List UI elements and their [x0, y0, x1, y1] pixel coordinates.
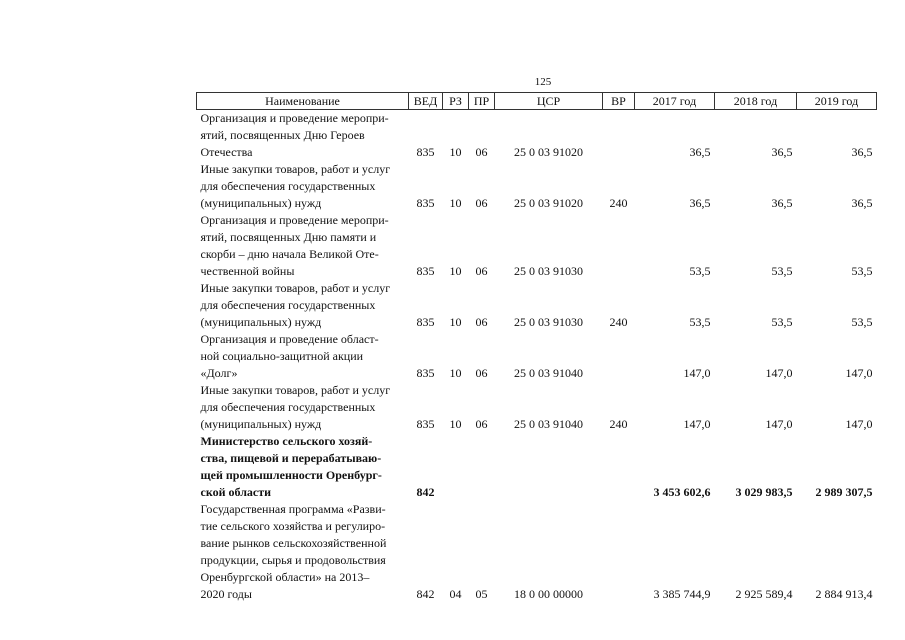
cell-pr: 06 — [475, 196, 488, 210]
row-name-line: Государственная программа «Разви- — [200, 502, 386, 516]
row-name-line: для обеспечения государственных — [200, 400, 376, 414]
cell-vr — [603, 212, 635, 280]
row-name — [197, 161, 409, 212]
cell-rz: 10 — [449, 315, 462, 329]
table-row — [197, 280, 877, 331]
table-body — [197, 110, 877, 604]
cell-2017: 3 453 602,6 — [653, 485, 711, 499]
table-row — [197, 110, 877, 162]
row-name — [197, 382, 409, 433]
cell-2018: 53,5 — [771, 264, 793, 278]
cell-2019: 53,5 — [851, 315, 873, 329]
row-name-line: (муниципальных) нужд — [200, 315, 322, 329]
row-name-line: Организация и проведение меропри- — [200, 111, 389, 125]
cell-rz: 04 — [449, 587, 462, 601]
row-name-line: (муниципальных) нужд — [200, 417, 322, 431]
col-header-pr: ПР — [469, 93, 495, 110]
table-row — [197, 382, 877, 433]
cell-2018: 3 029 983,5 — [735, 485, 793, 499]
cell-2019: 2 884 913,4 — [815, 587, 873, 601]
col-header-2018: 2018 год — [715, 93, 797, 110]
row-name-line: продукции, сырья и продовольствия — [200, 553, 386, 567]
cell-2019: 147,0 — [845, 366, 873, 380]
col-header-name: Наименование — [197, 93, 409, 110]
cell-csr: 18 0 00 00000 — [514, 587, 583, 601]
cell-2017: 147,0 — [683, 417, 711, 431]
row-name-line: тие сельского хозяйства и регулиро- — [200, 519, 386, 533]
cell-2018: 147,0 — [765, 366, 793, 380]
cell-csr — [495, 433, 603, 501]
cell-csr: 25 0 03 91030 — [514, 264, 583, 278]
row-name — [197, 501, 409, 603]
row-name-line: Иные закупки товаров, работ и услуг — [200, 281, 391, 295]
row-name — [197, 433, 409, 501]
cell-ved: 842 — [416, 587, 435, 601]
row-name-line: вание рынков сельскохозяйственной — [200, 536, 387, 550]
row-name — [197, 110, 409, 162]
cell-2017: 36,5 — [689, 145, 711, 159]
row-name — [197, 280, 409, 331]
cell-rz: 10 — [449, 264, 462, 278]
cell-pr — [469, 433, 495, 501]
cell-rz: 10 — [449, 366, 462, 380]
cell-ved: 835 — [416, 145, 435, 159]
cell-csr: 25 0 03 91040 — [514, 417, 583, 431]
cell-vr: 240 — [609, 315, 628, 329]
row-name-line: для обеспечения государственных — [200, 298, 376, 312]
table-row — [197, 161, 877, 212]
col-header-csr: ЦСР — [495, 93, 603, 110]
cell-csr: 25 0 03 91040 — [514, 366, 583, 380]
row-name-line: чественной войны — [200, 264, 295, 278]
cell-vr — [603, 331, 635, 382]
cell-pr: 06 — [475, 315, 488, 329]
table-row — [197, 331, 877, 382]
cell-rz: 10 — [449, 196, 462, 210]
row-name-line: ятий, посвященных Дню памяти и — [200, 230, 377, 244]
col-header-ved: ВЕД — [409, 93, 443, 110]
cell-2018: 2 925 589,4 — [735, 587, 793, 601]
cell-ved: 835 — [416, 366, 435, 380]
cell-2017: 147,0 — [683, 366, 711, 380]
col-header-vr: ВР — [603, 93, 635, 110]
cell-pr: 05 — [475, 587, 488, 601]
table-row — [197, 212, 877, 280]
cell-rz: 10 — [449, 145, 462, 159]
row-name-line: 2020 годы — [200, 587, 252, 601]
cell-2017: 3 385 744,9 — [653, 587, 711, 601]
page-number: 125 — [534, 76, 552, 88]
row-name-line: Иные закупки товаров, работ и услуг — [200, 162, 391, 176]
budget-table — [196, 92, 877, 603]
cell-2019: 36,5 — [851, 196, 873, 210]
cell-ved: 835 — [416, 196, 435, 210]
cell-csr: 25 0 03 91030 — [514, 315, 583, 329]
cell-2018: 36,5 — [771, 196, 793, 210]
cell-2017: 53,5 — [689, 315, 711, 329]
cell-pr: 06 — [475, 145, 488, 159]
cell-2019: 36,5 — [851, 145, 873, 159]
cell-ved: 835 — [416, 264, 435, 278]
cell-vr: 240 — [609, 196, 628, 210]
cell-2019: 2 989 307,5 — [815, 485, 873, 499]
cell-2017: 36,5 — [689, 196, 711, 210]
table-header-row — [197, 93, 877, 110]
col-header-2019: 2019 год — [797, 93, 877, 110]
cell-ved: 835 — [416, 315, 435, 329]
cell-vr — [603, 433, 635, 501]
col-header-rz: РЗ — [443, 93, 469, 110]
row-name-line: для обеспечения государственных — [200, 179, 376, 193]
row-name-line: «Долг» — [200, 366, 238, 380]
cell-pr: 06 — [475, 264, 488, 278]
cell-ved: 842 — [416, 485, 435, 499]
table-row — [197, 501, 877, 603]
cell-vr: 240 — [609, 417, 628, 431]
table-row — [197, 433, 877, 501]
row-name-line: Организация и проведение меропри- — [200, 213, 389, 227]
cell-2017: 53,5 — [689, 264, 711, 278]
col-header-2017: 2017 год — [635, 93, 715, 110]
cell-rz — [443, 433, 469, 501]
cell-2018: 36,5 — [771, 145, 793, 159]
row-name-line: Иные закупки товаров, работ и услуг — [200, 383, 391, 397]
row-name-line: ства, пищевой и перерабатываю- — [200, 451, 382, 465]
row-name-line: Отечества — [200, 145, 253, 159]
cell-csr: 25 0 03 91020 — [514, 145, 583, 159]
row-name-line: ной социально-защитной акции — [200, 349, 364, 363]
cell-2019: 53,5 — [851, 264, 873, 278]
row-name-line: Министерство сельского хозяй- — [200, 434, 373, 448]
cell-ved: 835 — [416, 417, 435, 431]
row-name-line: Оренбургской области» на 2013– — [200, 570, 370, 584]
row-name-line: щей промышленности Оренбург- — [200, 468, 382, 482]
row-name-line: (муниципальных) нужд — [200, 196, 322, 210]
row-name-line: ятий, посвященных Дню Героев — [200, 128, 365, 142]
row-name — [197, 212, 409, 280]
cell-rz: 10 — [449, 417, 462, 431]
row-name-line: Организация и проведение област- — [200, 332, 379, 346]
row-name — [197, 331, 409, 382]
cell-vr — [603, 110, 635, 162]
cell-2019: 147,0 — [845, 417, 873, 431]
row-name-line: скорби – дню начала Великой Оте- — [200, 247, 379, 261]
cell-vr — [603, 501, 635, 603]
row-name-line: ской области — [200, 485, 272, 499]
cell-2018: 53,5 — [771, 315, 793, 329]
cell-2018: 147,0 — [765, 417, 793, 431]
cell-pr: 06 — [475, 417, 488, 431]
cell-pr: 06 — [475, 366, 488, 380]
cell-csr: 25 0 03 91020 — [514, 196, 583, 210]
